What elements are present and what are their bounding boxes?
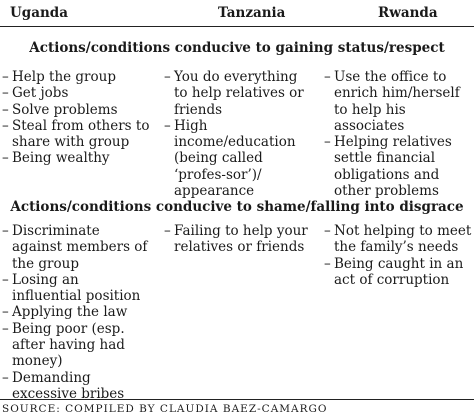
section-shame-uganda (2, 223, 152, 402)
section-shame-tanzania (164, 223, 314, 256)
list-item: – Being wealthy (2, 150, 110, 167)
list-item: – Being poor (esp. after having had money) (2, 320, 125, 370)
list-item: – Get jobs (2, 85, 69, 102)
column-header-uganda: Uganda (10, 5, 68, 21)
section-shame-rwanda (324, 223, 474, 288)
list-item: – Demanding excessive bribes (2, 369, 125, 402)
list-item: – Helping relatives settle financial obligations and other problems (324, 134, 452, 200)
list-item: – Use the office to enrich him/herself to help his associates (324, 69, 460, 134)
list-item: – Steal from others to share with group (2, 117, 150, 151)
list-item: – You do everything to help relatives or friends (164, 69, 304, 118)
list-item: – Failing to help your relatives or friends (164, 223, 308, 256)
section-status-uganda (2, 69, 152, 167)
section-title-status: Actions/conditions conducive to gaining status/respect (29, 40, 445, 56)
list-item: – Not helping to meet the family’s needs (324, 223, 472, 256)
list-item: – Applying the law (2, 304, 128, 321)
column-header-tanzania: Tanzania (218, 5, 286, 21)
section-status-tanzania (164, 69, 314, 199)
section-status-rwanda (324, 69, 474, 199)
list-item: – Being caught in an act of corruption (324, 255, 464, 288)
list-item: – Discriminate against members of the group (2, 223, 148, 272)
list-item: – High income/education (being called ‘profes-sor’)/ appearance (164, 117, 296, 200)
list-item: – Losing an influential position (2, 271, 141, 305)
footer-rule (0, 399, 474, 400)
list-item: – Solve problems (2, 101, 118, 118)
header-rule (0, 26, 474, 27)
source-note: SOURCE: COMPILED BY CLAUDIA BAEZ-CAMARGO (2, 403, 328, 415)
column-header-rwanda: Rwanda (378, 5, 438, 21)
section-title-shame: Actions/conditions conducive to shame/falling into disgrace (10, 199, 464, 215)
list-item: – Help the group (2, 69, 116, 85)
